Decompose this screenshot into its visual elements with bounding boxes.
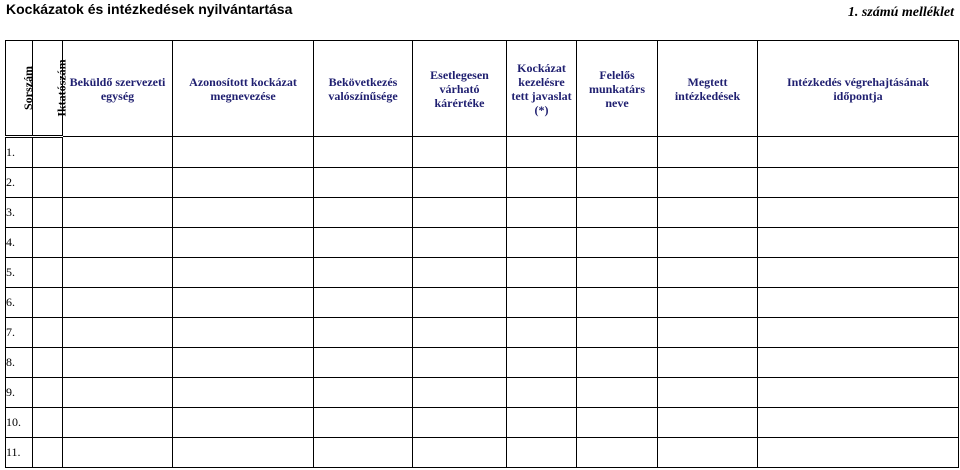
table-row <box>6 408 959 438</box>
table-row <box>6 288 959 318</box>
cell[interactable] <box>63 258 173 288</box>
col-header-kockazat: Azonosított kockázat megnevezése <box>173 41 314 137</box>
cell[interactable] <box>507 198 577 228</box>
cell[interactable] <box>314 378 413 408</box>
cell[interactable] <box>507 228 577 258</box>
table-row <box>6 438 959 468</box>
cell[interactable] <box>577 408 658 438</box>
cell[interactable] <box>33 198 63 228</box>
cell[interactable] <box>63 348 173 378</box>
row-number: 10. <box>6 408 33 438</box>
cell[interactable] <box>758 378 959 408</box>
cell[interactable] <box>658 348 758 378</box>
cell[interactable] <box>507 438 577 468</box>
risk-register-table <box>5 40 959 468</box>
col-header-iktatoszam-label: Iktatószám <box>54 59 69 117</box>
cell[interactable] <box>507 137 577 168</box>
row-number: 5. <box>6 258 33 288</box>
table-row <box>6 378 959 408</box>
cell[interactable] <box>63 168 173 198</box>
row-number: 11. <box>6 438 33 468</box>
row-number: 6. <box>6 288 33 318</box>
cell[interactable] <box>63 378 173 408</box>
cell[interactable] <box>173 168 314 198</box>
cell[interactable] <box>758 318 959 348</box>
cell[interactable] <box>507 348 577 378</box>
col-header-bekuldo: Beküldő szervezeti egység <box>63 41 173 137</box>
cell[interactable] <box>173 258 314 288</box>
cell[interactable] <box>658 378 758 408</box>
cell[interactable] <box>314 168 413 198</box>
cell[interactable] <box>507 258 577 288</box>
row-number: 8. <box>6 348 33 378</box>
row-number: 7. <box>6 318 33 348</box>
page-title: Kockázatok és intézkedések nyilvántartása <box>6 1 293 17</box>
cell[interactable] <box>577 318 658 348</box>
cell[interactable] <box>413 378 507 408</box>
cell[interactable] <box>507 408 577 438</box>
cell[interactable] <box>33 318 63 348</box>
cell[interactable] <box>658 408 758 438</box>
cell[interactable] <box>758 137 959 168</box>
cell[interactable] <box>63 228 173 258</box>
cell[interactable] <box>413 198 507 228</box>
cell[interactable] <box>314 198 413 228</box>
cell[interactable] <box>658 168 758 198</box>
col-header-sorszam <box>6 41 33 137</box>
col-header-iktatoszam <box>33 41 69 137</box>
cell[interactable] <box>173 438 314 468</box>
cell[interactable] <box>314 258 413 288</box>
cell[interactable] <box>577 198 658 228</box>
cell[interactable] <box>33 228 63 258</box>
cell[interactable] <box>577 348 658 378</box>
cell[interactable] <box>314 348 413 378</box>
col-header-felelos: Felelős munkatárs neve <box>577 41 658 137</box>
cell[interactable] <box>658 318 758 348</box>
cell[interactable] <box>758 228 959 258</box>
cell[interactable] <box>577 438 658 468</box>
cell[interactable] <box>33 408 63 438</box>
header-row <box>6 41 959 137</box>
cell[interactable] <box>507 378 577 408</box>
cell[interactable] <box>33 288 63 318</box>
cell[interactable] <box>658 137 758 168</box>
cell[interactable] <box>758 288 959 318</box>
cell[interactable] <box>758 348 959 378</box>
col-header-javaslat: Kockázat kezelésre tett javaslat (*) <box>507 41 577 137</box>
cell[interactable] <box>173 378 314 408</box>
cell[interactable] <box>758 198 959 228</box>
cell[interactable] <box>658 438 758 468</box>
cell[interactable] <box>63 408 173 438</box>
col-header-valoszinuseg: Bekövetkezés valószínűsége <box>314 41 413 137</box>
cell[interactable] <box>658 198 758 228</box>
cell[interactable] <box>314 137 413 168</box>
cell[interactable] <box>413 168 507 198</box>
col-header-sorszam-label: Sorszám <box>21 66 35 110</box>
cell[interactable] <box>173 198 314 228</box>
cell[interactable] <box>63 137 173 168</box>
cell[interactable] <box>413 258 507 288</box>
cell[interactable] <box>758 438 959 468</box>
cell[interactable] <box>173 228 314 258</box>
cell[interactable] <box>413 318 507 348</box>
cell[interactable] <box>413 228 507 258</box>
annex-label: 1. számú melléklet <box>847 5 954 20</box>
cell[interactable] <box>507 318 577 348</box>
cell[interactable] <box>314 408 413 438</box>
col-header-intezkedesek: Megtett intézkedések <box>658 41 758 137</box>
cell[interactable] <box>658 258 758 288</box>
cell[interactable] <box>577 228 658 258</box>
cell[interactable] <box>658 288 758 318</box>
cell[interactable] <box>33 258 63 288</box>
cell[interactable] <box>758 408 959 438</box>
cell[interactable] <box>173 288 314 318</box>
table-row <box>6 228 959 258</box>
row-number: 9. <box>6 378 33 408</box>
cell[interactable] <box>173 408 314 438</box>
table-row <box>6 168 959 198</box>
col-header-idopont: Intézkedés végrehajtásának időpontja <box>758 41 959 137</box>
cell[interactable] <box>33 348 63 378</box>
table-row <box>6 318 959 348</box>
table-row <box>6 258 959 288</box>
cell[interactable] <box>413 288 507 318</box>
row-number: 1. <box>6 137 33 168</box>
cell[interactable] <box>63 438 173 468</box>
cell[interactable] <box>33 168 63 198</box>
cell[interactable] <box>577 288 658 318</box>
cell[interactable] <box>577 258 658 288</box>
cell[interactable] <box>413 137 507 168</box>
cell[interactable] <box>413 438 507 468</box>
row-number: 2. <box>6 168 33 198</box>
cell[interactable] <box>577 137 658 168</box>
table-row <box>6 198 959 228</box>
cell[interactable] <box>33 438 63 468</box>
cell[interactable] <box>507 288 577 318</box>
cell[interactable] <box>314 288 413 318</box>
table-row <box>6 137 959 168</box>
cell[interactable] <box>758 258 959 288</box>
cell[interactable] <box>314 318 413 348</box>
cell[interactable] <box>63 318 173 348</box>
cell[interactable] <box>314 438 413 468</box>
cell[interactable] <box>63 198 173 228</box>
cell[interactable] <box>173 137 314 168</box>
cell[interactable] <box>577 378 658 408</box>
cell[interactable] <box>173 318 314 348</box>
cell[interactable] <box>507 168 577 198</box>
cell[interactable] <box>173 348 314 378</box>
cell[interactable] <box>33 137 63 168</box>
row-number: 3. <box>6 198 33 228</box>
cell[interactable] <box>314 228 413 258</box>
row-number: 4. <box>6 228 33 258</box>
cell[interactable] <box>658 228 758 258</box>
cell[interactable] <box>33 378 63 408</box>
cell[interactable] <box>413 348 507 378</box>
cell[interactable] <box>758 168 959 198</box>
cell[interactable] <box>577 168 658 198</box>
col-header-karertek: Esetlegesen várható kárértéke <box>413 41 507 137</box>
cell[interactable] <box>413 408 507 438</box>
cell[interactable] <box>63 288 173 318</box>
table-row <box>6 348 959 378</box>
